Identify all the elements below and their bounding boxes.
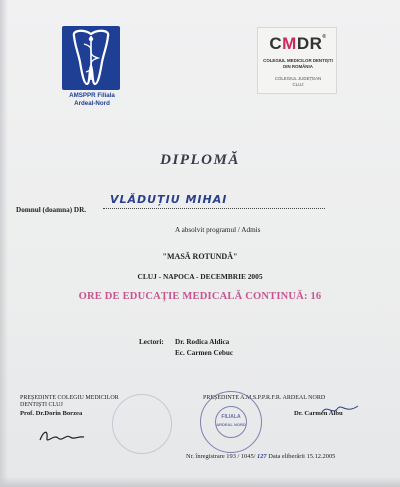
cmdr-c: C — [269, 34, 283, 53]
lector-2: Ec. Carmen Cebuc — [175, 349, 234, 357]
program-name: "MASĂ ROTUNDĂ" — [162, 252, 238, 261]
lector-1: Dr. Rodica Aldica — [175, 338, 230, 346]
ore-educatie: ORE DE EDUCAȚIE MEDICALĂ CONTINUĂ: 16 — [78, 291, 322, 302]
left-sig-name: Prof. Dr.Dorin Borzea — [20, 409, 83, 417]
stamp-sub-text: ARDEAL NORD — [216, 422, 246, 427]
left-sig-line1: PREȘEDINTE COLEGIU MEDICILOR — [20, 395, 119, 401]
cmdr-m: M — [282, 34, 297, 53]
page-edge-shadow — [0, 0, 8, 487]
cmdr-logo — [257, 27, 337, 94]
location-date: CLUJ - NAPOCA - DECEMBRIE 2005 — [137, 272, 263, 281]
cmdr-line3: COLEGIUL JUDEȚEAN — [274, 76, 322, 81]
left-sig-line2: DENTIȘTI CLUJ — [20, 402, 63, 409]
tooth-caduceus-icon — [62, 26, 120, 90]
cmdr-line1: COLEGIUL MEDICILOR DENTIȘTI — [263, 58, 333, 63]
amsppr-logo — [62, 26, 120, 90]
date-value: 15.12.2005 — [306, 453, 336, 460]
official-stamp — [200, 391, 262, 453]
recipient-name: VLĂDUȚIU MIHAI — [110, 193, 228, 206]
cmdr-brand — [262, 34, 334, 54]
registration-line — [186, 453, 335, 460]
absolvit-text: A absolvit programul / Admis — [175, 226, 261, 234]
cmdr-reg: ® — [322, 34, 327, 40]
domnul-label: Domnul (doamna) DR. — [16, 206, 87, 214]
faint-stamp — [112, 394, 172, 454]
stamp-center-text: FILIALA — [221, 414, 241, 420]
cmdr-line4: CLUJ — [292, 82, 304, 87]
name-dotted-line — [103, 208, 325, 209]
amsppr-line1: AMSPPR Filiala — [69, 92, 115, 99]
diploma-title: DIPLOMĂ — [160, 152, 240, 168]
amsppr-logo-text — [52, 92, 132, 107]
right-sig-name: Dr. Carmen Albu — [294, 410, 343, 417]
lectori-label: Lectori: — [139, 338, 164, 346]
amsppr-line2: Ardeal-Nord — [74, 99, 110, 107]
cmdr-line2: DIN ROMÂNIA — [283, 64, 313, 69]
right-sig-line1: PREȘEDINTE A.M.S.P.P.R.F.R. ARDEAL NORD — [203, 395, 326, 401]
right-handwritten-signature — [320, 402, 360, 418]
cmdr-dr: DR — [296, 34, 323, 53]
left-handwritten-signature — [38, 428, 86, 446]
date-label: Data eliberării — [268, 453, 305, 460]
page-bottom-shadow — [0, 477, 400, 487]
registration-label: Nr. înregistrare — [186, 453, 225, 460]
registration-value: 193 / 1045/ — [226, 453, 256, 460]
registration-hand: 127 — [257, 453, 267, 460]
